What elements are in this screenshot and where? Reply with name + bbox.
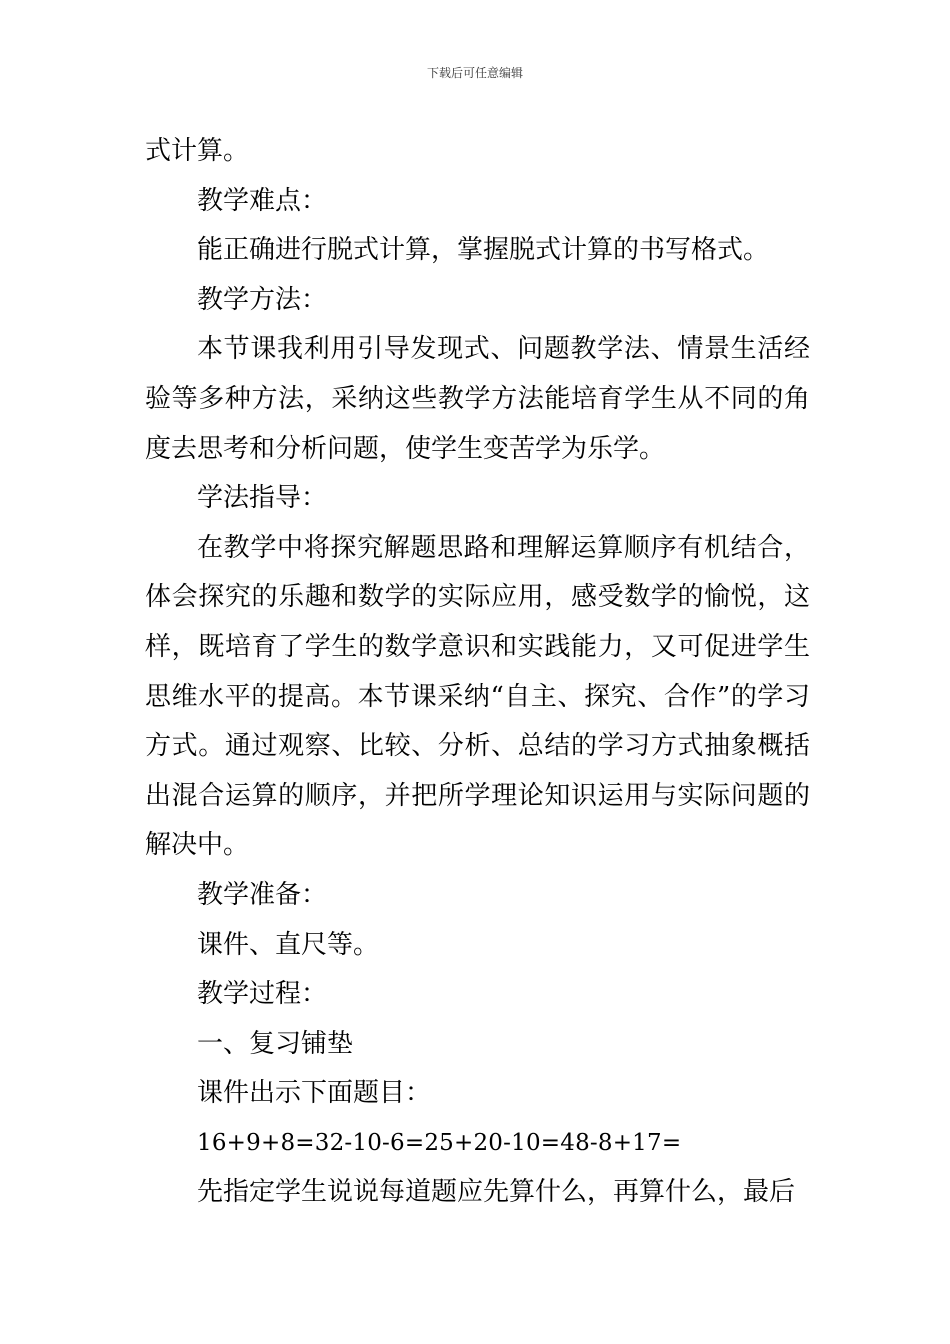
paragraph-courseware-intro: 课件出示下面题目： xyxy=(197,1078,432,1109)
heading-teaching-preparation: 教学准备： xyxy=(197,879,328,910)
page-header-note: 下载后可任意编辑 xyxy=(426,66,523,80)
paragraph-teaching-preparation: 课件、直尺等。 xyxy=(197,929,380,960)
paragraph-teaching-difficulty: 能正确进行脱式计算，掌握脱式计算的书写格式。 xyxy=(197,235,770,266)
math-exercises: 16+9+8=32-10-6=25+20-10=48-8+17= xyxy=(197,1129,682,1156)
paragraph-instructions: 先指定学生说说每道题应先算什么，再算什么，最后 xyxy=(197,1177,796,1208)
paragraph-study-guidance: 在教学中将探究解题思路和理解运算顺序有机结合，体会探究的乐趣和数学的实际应用，感受数学的愉悦，这样，既培育了学生的数学意识和实践能力，又可促进学生思维水平的提高。本节课采纳“自主、探究、合作”的学习方式。通过观察、比较、分析、总结的学习方式抽象概括出混合运算的顺序，并把所学理论知识运用与实际问题的解决中。 xyxy=(145,532,810,861)
paragraph-teaching-method: 本节课我利用引导发现式、问题教学法、情景生活经验等多种方法，采纳这些教学方法能培育学生从不同的角度去思考和分析问题，使学生变苦学为乐学。 xyxy=(145,334,810,464)
heading-teaching-process: 教学过程： xyxy=(197,979,328,1010)
paragraph-continuation: 式计算。 xyxy=(145,136,250,166)
document-body xyxy=(145,127,810,1218)
section-review: 一、复习铺垫 xyxy=(197,1028,354,1059)
heading-teaching-difficulty: 教学难点： xyxy=(197,185,328,216)
heading-teaching-method: 教学方法： xyxy=(197,284,328,315)
heading-study-guidance: 学法指导： xyxy=(197,483,328,514)
